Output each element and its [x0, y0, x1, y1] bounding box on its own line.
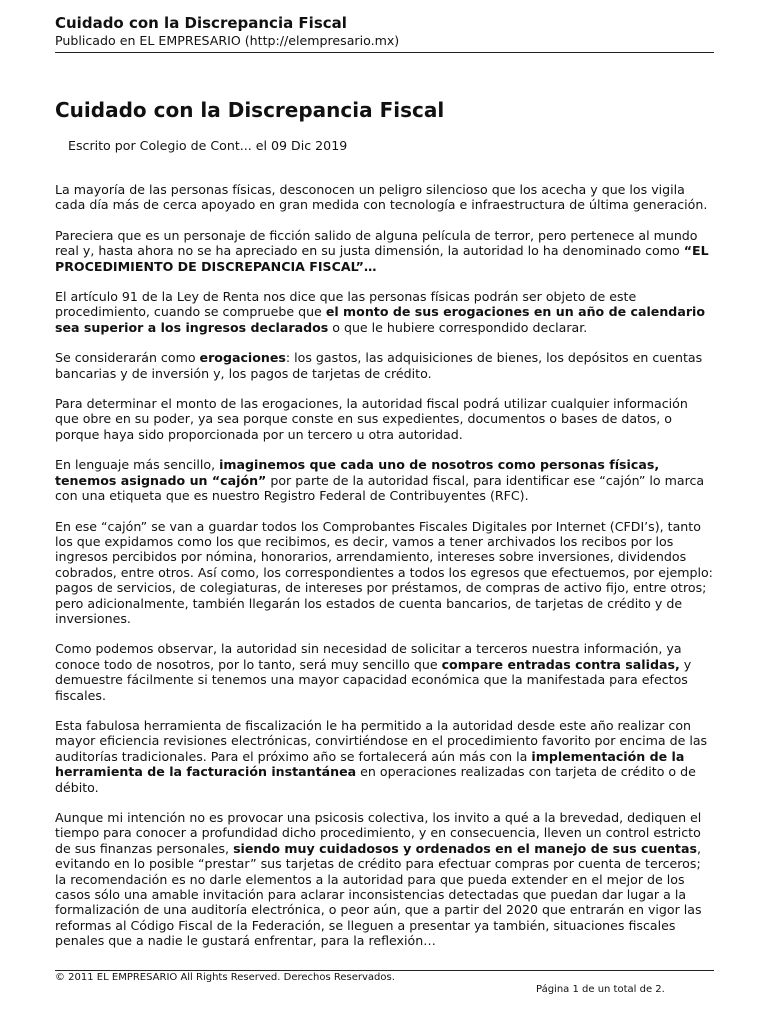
body-text: : los gastos, las adquisiciones de bienes, los depósitos en cuentas bancarias y de inversión y, los pagos de tarjetas de crédito.: [55, 350, 703, 381]
site-header-title: Cuidado con la Discrepancia Fiscal: [55, 14, 347, 32]
body-text: Para determinar el monto de las erogaciones, la autoridad fiscal podrá utilizar cualquier información que obre en su poder, ya sea porque conste en sus expedientes, documentos o bases de datos, o porque haya sido proporcionada por un tercero u otra autoridad.: [55, 396, 688, 442]
article-paragraph: [55, 457, 714, 503]
article-byline: Escrito por Colegio de Cont... el 09 Dic 2019: [68, 138, 348, 153]
header-divider: [55, 52, 714, 53]
article-body: [55, 182, 714, 964]
body-text: En ese “cajón” se van a guardar todos los Comprobantes Fiscales Digitales por Internet (CFDI’s), tanto los que expidamos como los que recibimos, es decir, vamos a tener archivados los recibos por los ingresos percibidos por nómina, honorarios, arrendamiento, intereses sobre inversiones, dividendos cobrados, entre otros. Así como, los correspondientes a todos los egresos que efectuemos, por ejemplo: pagos de servicios, de colegiaturas, de intereses por préstamos, de compras de activo fijo, entre otros; pero adicionalmente, también llegarán los estados de cuenta bancarios, de tarjetas de crédito y de inversiones.: [55, 518, 713, 626]
body-text: Pareciera que es un personaje de ficción salido de alguna película de terror, pero pertenece al mundo real y, hasta ahora no se ha apreciado en su justa dimensión, la autoridad lo ha denominado como: [55, 227, 698, 259]
footer-divider: [55, 970, 714, 971]
body-text: El artículo 91 de la Ley de Renta nos dice que las personas físicas podrán ser objeto de este procedimiento, cuando se compruebe que: [55, 289, 637, 320]
article-paragraph: [55, 718, 714, 795]
article-paragraph: [55, 519, 714, 627]
body-text: y demuestre fácilmente si tenemos una mayor capacidad económica que la manifestada para efectos fiscales.: [55, 656, 692, 703]
article-paragraph: [55, 396, 714, 442]
bold-text: “EL PROCEDIMIENTO DE DISCREPANCIA FISCAL”…: [55, 243, 709, 274]
bold-text: erogaciones: [199, 350, 286, 366]
body-text: en operaciones realizadas con tarjeta de crédito o de débito.: [55, 764, 696, 795]
body-text: o que le hubiere correspondido declarar.: [328, 319, 588, 335]
bold-text: siendo muy cuidadosos y ordenados en el manejo de sus cuentas: [233, 840, 697, 856]
body-text: En lenguaje más sencillo,: [55, 457, 220, 473]
footer-copyright: © 2011 EL EMPRESARIO All Rights Reserved. Derechos Reservados.: [55, 972, 395, 983]
article-paragraph: [55, 810, 714, 949]
page-number: Página 1 de un total de 2.: [536, 984, 665, 995]
article-paragraph: [55, 182, 714, 213]
body-text: Aunque mi intención no es provocar una psicosis colectiva, los invito a qué a la brevedad, dediquen el tiempo para conocer a profundidad dicho procedimiento, y en consecuencia, lleven un control estricto de sus finanzas personales,: [55, 810, 702, 856]
bold-text: imaginemos que cada uno de nosotros como personas físicas, tenemos asignado un “cajón”: [55, 457, 660, 488]
site-header-subtitle: Publicado en EL EMPRESARIO (http://elempresario.mx): [55, 33, 400, 48]
article-paragraph: [55, 350, 714, 381]
bold-text: el monto de sus erogaciones en un año de calendario sea superior a los ingresos declarados: [55, 304, 706, 335]
body-text: Esta fabulosa herramienta de fiscalización le ha permitido a la autoridad desde este año realizar con mayor eficiencia revisiones electrónicas, convirtiéndose en el procedimiento favorito por encima de las auditorías tradicionales. Para el próximo año se fortalecerá aún más con la: [55, 717, 708, 764]
body-text: por parte de la autoridad fiscal, para identificar ese “cajón” lo marca con una etiqueta que es nuestro Registro Federal de Contribuyentes (RFC).: [55, 472, 705, 504]
article-paragraph: [55, 289, 714, 335]
article-paragraph: [55, 228, 714, 274]
body-text: Como podemos observar, la autoridad sin necesidad de solicitar a terceros nuestra información, ya conoce todo de nosotros, por lo tanto, será muy sencillo que: [55, 641, 682, 672]
article-title: Cuidado con la Discrepancia Fiscal: [55, 98, 445, 122]
body-text: , evitando en lo posible “prestar” sus tarjetas de crédito para efectuar compras por cuenta de terceros; la recomendación es no darle elementos a la autoridad para que pueda extender en el mejor de los casos sólo una amable invitación para aclarar inconsistencias detectadas que puedan dar lugar a la formalización de una auditoría electrónica, o peor aún, que a partir del 2020 que entrarán en vigor las reformas al Código Fiscal de la Federación, se lleguen a presentar ya también, situaciones fiscales penales que a nadie le gustará enfrentar, para la reflexión…: [55, 840, 702, 949]
bold-text: implementación de la herramienta de la facturación instantánea: [55, 748, 685, 780]
bold-text: compare entradas contra salidas,: [441, 656, 680, 672]
article-paragraph: [55, 641, 714, 703]
body-text: La mayoría de las personas físicas, desconocen un peligro silencioso que los acecha y que los vigila cada día más de cerca apoyado en gran medida con tecnología e infraestructura de última generación.: [55, 182, 708, 213]
body-text: Se considerarán como: [55, 350, 200, 366]
